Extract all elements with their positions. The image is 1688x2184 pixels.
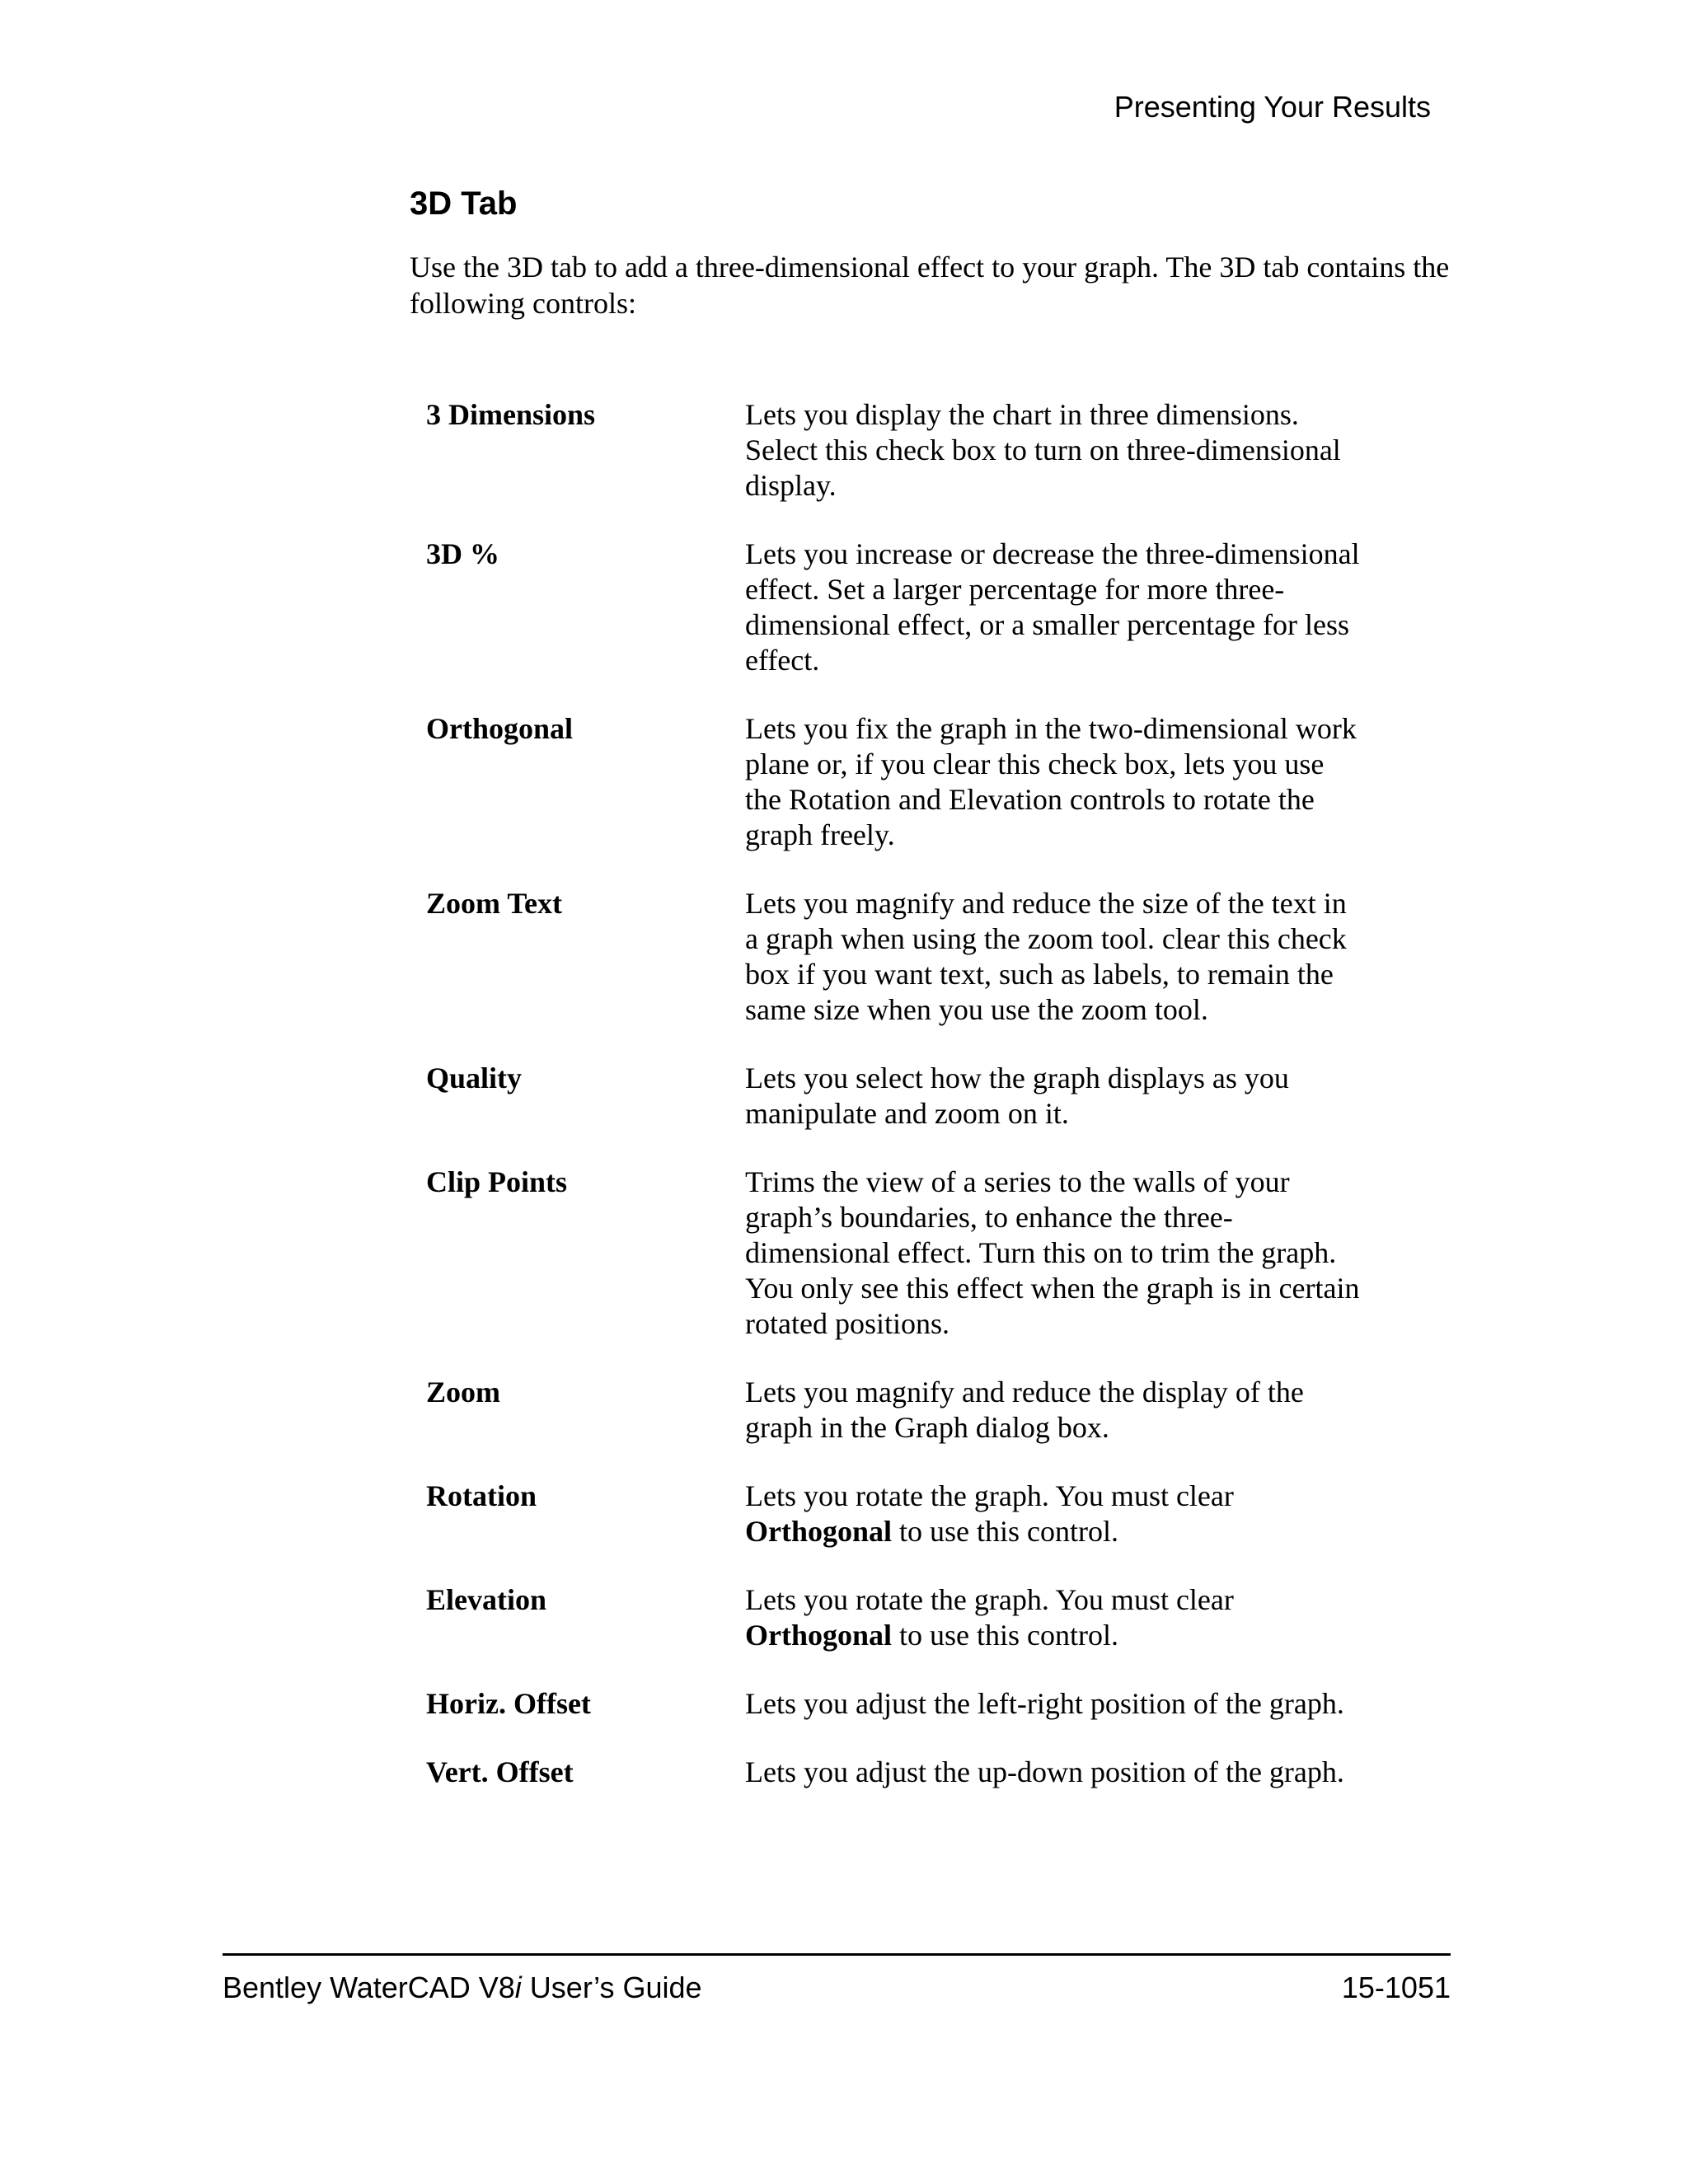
- description-bold-term: Orthogonal: [745, 1619, 893, 1652]
- control-term: Elevation: [426, 1583, 547, 1616]
- control-term: 3D %: [426, 537, 499, 570]
- control-description: [745, 1582, 1363, 1653]
- description-bold-term: Orthogonal: [745, 1515, 893, 1548]
- footer-divider: [223, 1953, 1451, 1956]
- main-content: [410, 183, 1456, 1823]
- control-row-3d-percent: [410, 537, 1456, 678]
- description-text: to use this control.: [899, 1619, 1118, 1652]
- control-row-zoom-text: [410, 886, 1456, 1028]
- control-term: Orthogonal: [426, 712, 574, 745]
- control-term: 3 Dimensions: [426, 398, 596, 431]
- control-term: Vert. Offset: [426, 1755, 574, 1788]
- footer-guide-suffix: User’s Guide: [521, 1971, 702, 2004]
- control-description: Lets you display the chart in three dimensions. Select this check box to turn on three-dimensional display.: [745, 398, 1341, 502]
- control-description: Lets you fix the graph in the two-dimensional work plane or, if you clear this check box, lets you use the Rotation and Elevation controls to rotate the graph freely.: [745, 712, 1357, 851]
- description-text: to use this control.: [899, 1515, 1118, 1548]
- control-description: Lets you adjust the left-right position of the graph.: [745, 1687, 1344, 1720]
- intro-paragraph: Use the 3D tab to add a three-dimensional effect to your graph. The 3D tab contains the following controls:: [410, 251, 1450, 320]
- control-term: Zoom Text: [426, 887, 563, 920]
- control-term: Rotation: [426, 1479, 537, 1512]
- footer-guide-title: [223, 1970, 702, 2006]
- control-term: Zoom: [426, 1376, 500, 1408]
- control-row-orthogonal: [410, 711, 1456, 853]
- control-description: Lets you magnify and reduce the size of the text in a graph when using the zoom tool. clear this check box if you want text, such as labels, to remain the same size when you use the zoom tool.: [745, 887, 1347, 1026]
- control-row-horiz-offset: [410, 1686, 1456, 1722]
- footer-guide-italic: i: [514, 1971, 522, 2004]
- controls-list: [410, 397, 1456, 1790]
- control-description: Trims the view of a series to the walls of your graph’s boundaries, to enhance the three-dimensional effect. Turn this on to trim the graph. You only see this effect when the graph is in certain rotated positions.: [745, 1165, 1360, 1340]
- control-row-zoom: [410, 1375, 1456, 1446]
- control-term: Quality: [426, 1062, 523, 1094]
- description-text: Lets you rotate the graph. You must clear: [745, 1583, 1234, 1616]
- section-title: 3D Tab: [410, 185, 518, 222]
- description-text: Lets you rotate the graph. You must clear: [745, 1479, 1234, 1512]
- control-row-elevation: [410, 1582, 1456, 1653]
- control-description: Lets you adjust the up-down position of the graph.: [745, 1755, 1344, 1788]
- control-row-rotation: [410, 1479, 1456, 1549]
- footer-guide-prefix: Bentley WaterCAD V8: [223, 1971, 515, 2004]
- page-number: 15-1051: [1341, 1971, 1451, 2004]
- control-row-quality: [410, 1061, 1456, 1132]
- control-row-clip-points: [410, 1165, 1456, 1342]
- running-head: Presenting Your Results: [1114, 90, 1431, 124]
- control-description: Lets you magnify and reduce the display of the graph in the Graph dialog box.: [745, 1376, 1304, 1444]
- control-description: Lets you select how the graph displays as you manipulate and zoom on it.: [745, 1062, 1289, 1130]
- control-term: Horiz. Offset: [426, 1687, 591, 1720]
- control-row-3-dimensions: [410, 397, 1456, 504]
- control-term: Clip Points: [426, 1165, 568, 1198]
- control-row-vert-offset: [410, 1755, 1456, 1790]
- control-description: Lets you increase or decrease the three-dimensional effect. Set a larger percentage for more three-dimensional effect, or a smaller percentage for less effect.: [745, 537, 1360, 677]
- control-description: [745, 1479, 1363, 1549]
